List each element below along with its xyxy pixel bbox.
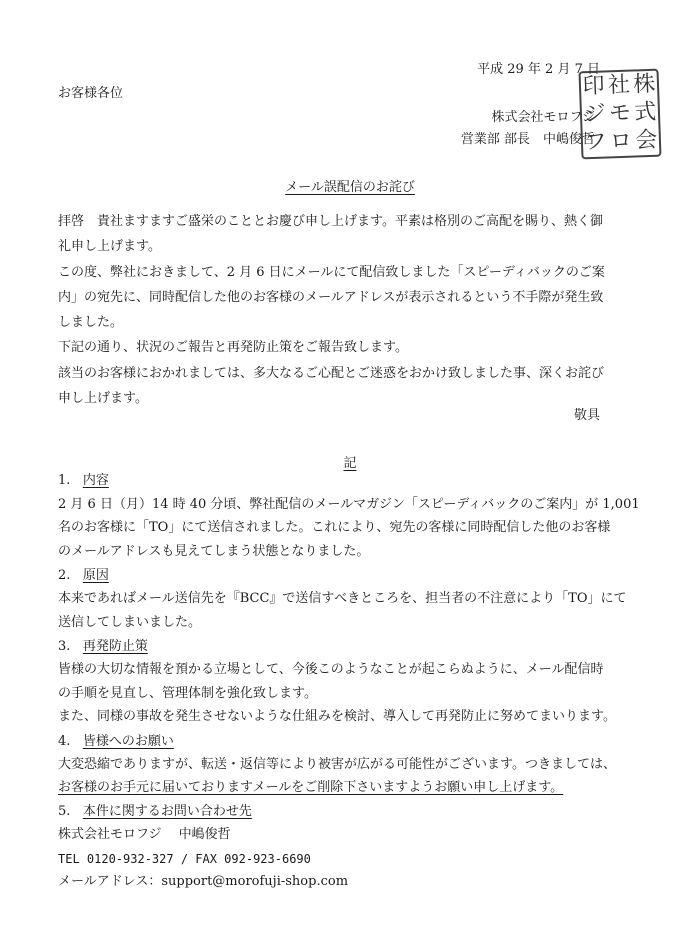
section-line: また、同様の事故を発生させないような仕組みを検討、導入して再発防止に努めてまいります。 bbox=[58, 709, 616, 724]
seal-char: 印 bbox=[582, 73, 606, 100]
closing-keigu: 敬具 bbox=[573, 408, 600, 423]
seal-char: 会 bbox=[634, 127, 658, 154]
sender-name: 営業部 部長 中嶋俊哲 bbox=[460, 132, 595, 147]
seal-char: ジ bbox=[583, 101, 607, 128]
document-title: メール誤配信のお詫び bbox=[285, 180, 415, 195]
seal-char: 株 bbox=[632, 71, 656, 98]
contact-email-text: メールアドレス：support@morofuji-shop.com bbox=[58, 874, 349, 889]
section-heading bbox=[58, 472, 109, 490]
intro-line: 拝啓 貴社ますますご盛栄のこととお慶び申し上げます。平素は格別のご高配を賜り、熱く御 bbox=[58, 214, 603, 229]
seal-char: 式 bbox=[633, 99, 657, 126]
section-title: 皆様へのお願い bbox=[82, 734, 174, 749]
section-line: 大変恐縮でありますが、転送・返信等により被害が広がる可能性がございます。つきましては、 bbox=[58, 757, 616, 772]
section-title: 再発防止策 bbox=[82, 639, 148, 654]
section-line: 送信してしまいました。 bbox=[58, 615, 202, 630]
seal-char: 社 bbox=[607, 72, 631, 99]
section-number: 4. bbox=[58, 734, 71, 749]
section-number: 1. bbox=[58, 473, 71, 488]
section-line: のメールアドレスも見えてしまう状態となりました。 bbox=[58, 544, 370, 559]
addressee: お客様各位 bbox=[58, 86, 124, 101]
contact-phone-fax: TEL 0120-932-327 / FAX 092-923-6690 bbox=[58, 852, 311, 866]
contact-email bbox=[58, 873, 348, 891]
seal-char: フ bbox=[584, 129, 608, 156]
section-heading bbox=[58, 803, 252, 821]
seal-char: モ bbox=[608, 100, 632, 127]
section-title: 本件に関するお問い合わせ先 bbox=[82, 804, 252, 819]
contact-company: 株式会社モロフジ 中嶋俊哲 bbox=[58, 827, 231, 842]
seal-char: ロ bbox=[609, 128, 633, 155]
section-line: 本来であればメール送信先を『BCC』で送信すべきところを、担当者の不注意により「TO」にて bbox=[58, 591, 627, 606]
section-line: 名のお客様に「TO」にて送信されました。これにより、宛先の客様に同時配信した他のお客様 bbox=[58, 520, 611, 535]
company-name: 株式会社モロフジ bbox=[491, 110, 595, 125]
section-number: 2. bbox=[58, 568, 71, 583]
intro-line: この度、弊社におきまして、2 月 6 日にメールにて配信致しました「スピーディバックのご案 bbox=[58, 265, 605, 280]
ki-heading: 記 bbox=[343, 456, 357, 471]
section-line: 皆様の大切な情報を預かる立場として、今後このようなことが起こらぬように、メール配信時 bbox=[58, 662, 604, 677]
intro-line: 下記の通り、状況のご報告と再発防止策をご報告致します。 bbox=[58, 340, 408, 355]
section-heading bbox=[58, 567, 109, 585]
section-heading bbox=[58, 638, 148, 656]
section-heading bbox=[58, 733, 174, 751]
section-line: お客様のお手元に届いておりますメールをご削除下さいますようお願い申し上げます。 bbox=[58, 780, 564, 795]
section-line: 2 月 6 日（月）14 時 40 分頃、弊社配信のメールマガジン「スピーディバックのご案内」が 1,001 bbox=[58, 497, 640, 512]
section-number: 5. bbox=[58, 804, 71, 819]
section-line: の手順を見直し、管理体制を強化致します。 bbox=[58, 686, 317, 701]
intro-line: 内」の宛先に、同時配信した他のお客様のメールアドレスが表示されるという不手際が発生致 bbox=[58, 290, 604, 305]
section-title: 原因 bbox=[82, 568, 109, 583]
section-title: 内容 bbox=[82, 473, 109, 488]
intro-line: しました。 bbox=[58, 315, 124, 330]
date: 平成 29 年 2 月 7 日 bbox=[477, 62, 600, 77]
intro-line: 礼申し上げます。 bbox=[58, 239, 161, 254]
intro-line: 該当のお客様におかれましては、多大なるご心配とご迷惑をおかけ致しました事、深くお詫び bbox=[58, 366, 605, 381]
company-seal-stamp bbox=[578, 69, 661, 160]
intro-line: 申し上げます。 bbox=[58, 391, 148, 406]
section-number: 3. bbox=[58, 639, 71, 654]
